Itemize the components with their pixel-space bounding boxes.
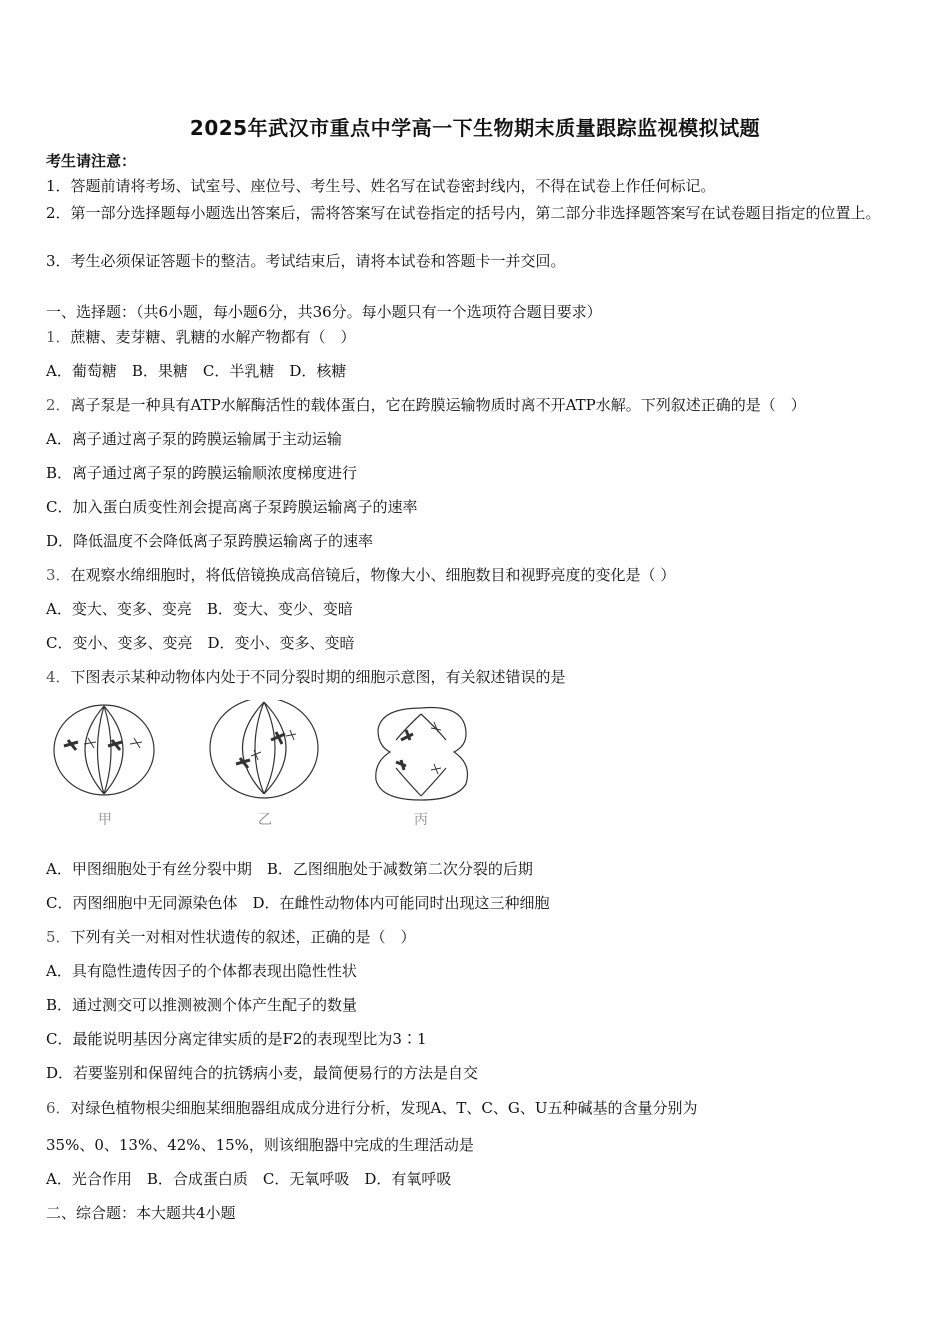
notice-heading: 考生请注意： [46, 152, 137, 170]
question-4-options-cd: C．丙图细胞中无同源染色体 D．在雌性动物体内可能同时出现这三种细胞 [46, 894, 550, 912]
chromosome [431, 722, 441, 732]
chromosome [431, 764, 441, 774]
section-2-heading: 二、综合题：本大题共4小题 [46, 1204, 236, 1222]
chromosome [271, 732, 285, 744]
figure-label-yi: 乙 [258, 812, 272, 828]
question-2 [46, 395, 906, 415]
chromosome [286, 730, 296, 740]
question-1-options: A．葡萄糖 B．果糖 C．半乳糖 D．核糖 [46, 362, 347, 380]
chromosome [108, 740, 122, 750]
question-5-option-a: A．具有隐性遗传因子的个体都表现出隐性性状 [46, 962, 357, 980]
chromosome [396, 760, 406, 770]
question-6-stem-continued: 35%、0、13%、42%、15%，则该细胞器中完成的生理活动是 [46, 1136, 474, 1154]
question-3-options-cd: C．变小、变多、变亮 D．变小、变多、变暗 [46, 634, 355, 652]
question-5-option-d: D．若要鉴别和保留纯合的抗锈病小麦，最简便易行的方法是自交 [46, 1064, 479, 1082]
question-number: 2． [46, 396, 71, 414]
question-3 [46, 565, 906, 585]
question-2-option-d: D．降低温度不会降低离子泵跨膜运输离子的速率 [46, 532, 374, 550]
question-stem: 离子泵是一种具有ATP水解酶活性的载体蛋白，它在跨膜运输物质时离不开ATP水解。下列叙述正确的是（ ） [70, 396, 806, 414]
notice-item-2: 2．第一部分选择题每小题选出答案后，需将答案写在试卷指定的括号内，第二部分非选择题答案写在试卷题目指定的位置上。 [46, 204, 881, 222]
cell-yi-membrane [210, 700, 318, 798]
question-2-option-b: B．离子通过离子泵的跨膜运输顺浓度梯度进行 [46, 464, 358, 482]
question-4 [46, 667, 906, 687]
chromosome [64, 740, 78, 750]
figure-label-jia: 甲 [98, 812, 112, 828]
section-1-heading: 一、选择题：（共6小题，每小题6分，共36分。每小题只有一个选项符合题目要求） [46, 303, 602, 321]
cell-division-figure [46, 700, 496, 835]
question-1 [46, 327, 906, 347]
question-stem: 下图表示某种动物体内处于不同分裂时期的细胞示意图，有关叙述错误的是 [70, 668, 566, 686]
page-title: 2025年武汉市重点中学高一下生物期末质量跟踪监视模拟试题 [189, 116, 761, 140]
question-4-options-ab: A．甲图细胞处于有丝分裂中期 B．乙图细胞处于减数第二次分裂的后期 [46, 860, 533, 878]
question-stem: 蔗糖、麦芽糖、乳糖的水解产物都有（ ） [70, 328, 356, 346]
notice-item-3: 3．考生必须保证答题卡的整洁。考试结束后，请将本试卷和答题卡一并交回。 [46, 252, 566, 270]
chromosome [236, 758, 250, 768]
question-number: 3． [46, 566, 71, 584]
question-5-option-c: C．最能说明基因分离定律实质的是F2的表现型比为3∶1 [46, 1030, 427, 1048]
question-2-option-a: A．离子通过离子泵的跨膜运输属于主动运输 [46, 430, 342, 448]
question-6-options: A．光合作用 B．合成蛋白质 C．无氧呼吸 D．有氧呼吸 [46, 1170, 452, 1188]
question-3-options-ab: A．变大、变多、变亮 B．变大、变少、变暗 [46, 600, 353, 618]
cell-jia-membrane [54, 705, 154, 795]
notice-item-1: 1．答题前请将考场、试室号、座位号、考生号、姓名写在试卷密封线内，不得在试卷上作任何标记。 [46, 177, 716, 195]
question-number: 4． [46, 668, 71, 686]
question-2-option-c: C．加入蛋白质变性剂会提高离子泵跨膜运输离子的速率 [46, 498, 418, 516]
figure-label-bing: 丙 [414, 812, 428, 828]
question-stem: 在观察水绵细胞时，将低倍镜换成高倍镜后，物像大小、细胞数目和视野亮度的变化是（ ） [70, 566, 676, 584]
cell-bing-membrane [376, 708, 468, 800]
question-5 [46, 927, 906, 947]
question-number: 6． [46, 1099, 71, 1117]
question-number: 5． [46, 928, 71, 946]
chromosome [130, 738, 142, 748]
question-number: 1． [46, 328, 71, 346]
question-6 [46, 1098, 906, 1118]
question-stem: 对绿色植物根尖细胞某细胞器组成成分进行分析，发现A、T、C、G、U五种碱基的含量分别为 [70, 1099, 698, 1117]
question-5-option-b: B．通过测交可以推测被测个体产生配子的数量 [46, 996, 358, 1014]
question-stem: 下列有关一对相对性状遗传的叙述，正确的是（ ） [70, 928, 416, 946]
